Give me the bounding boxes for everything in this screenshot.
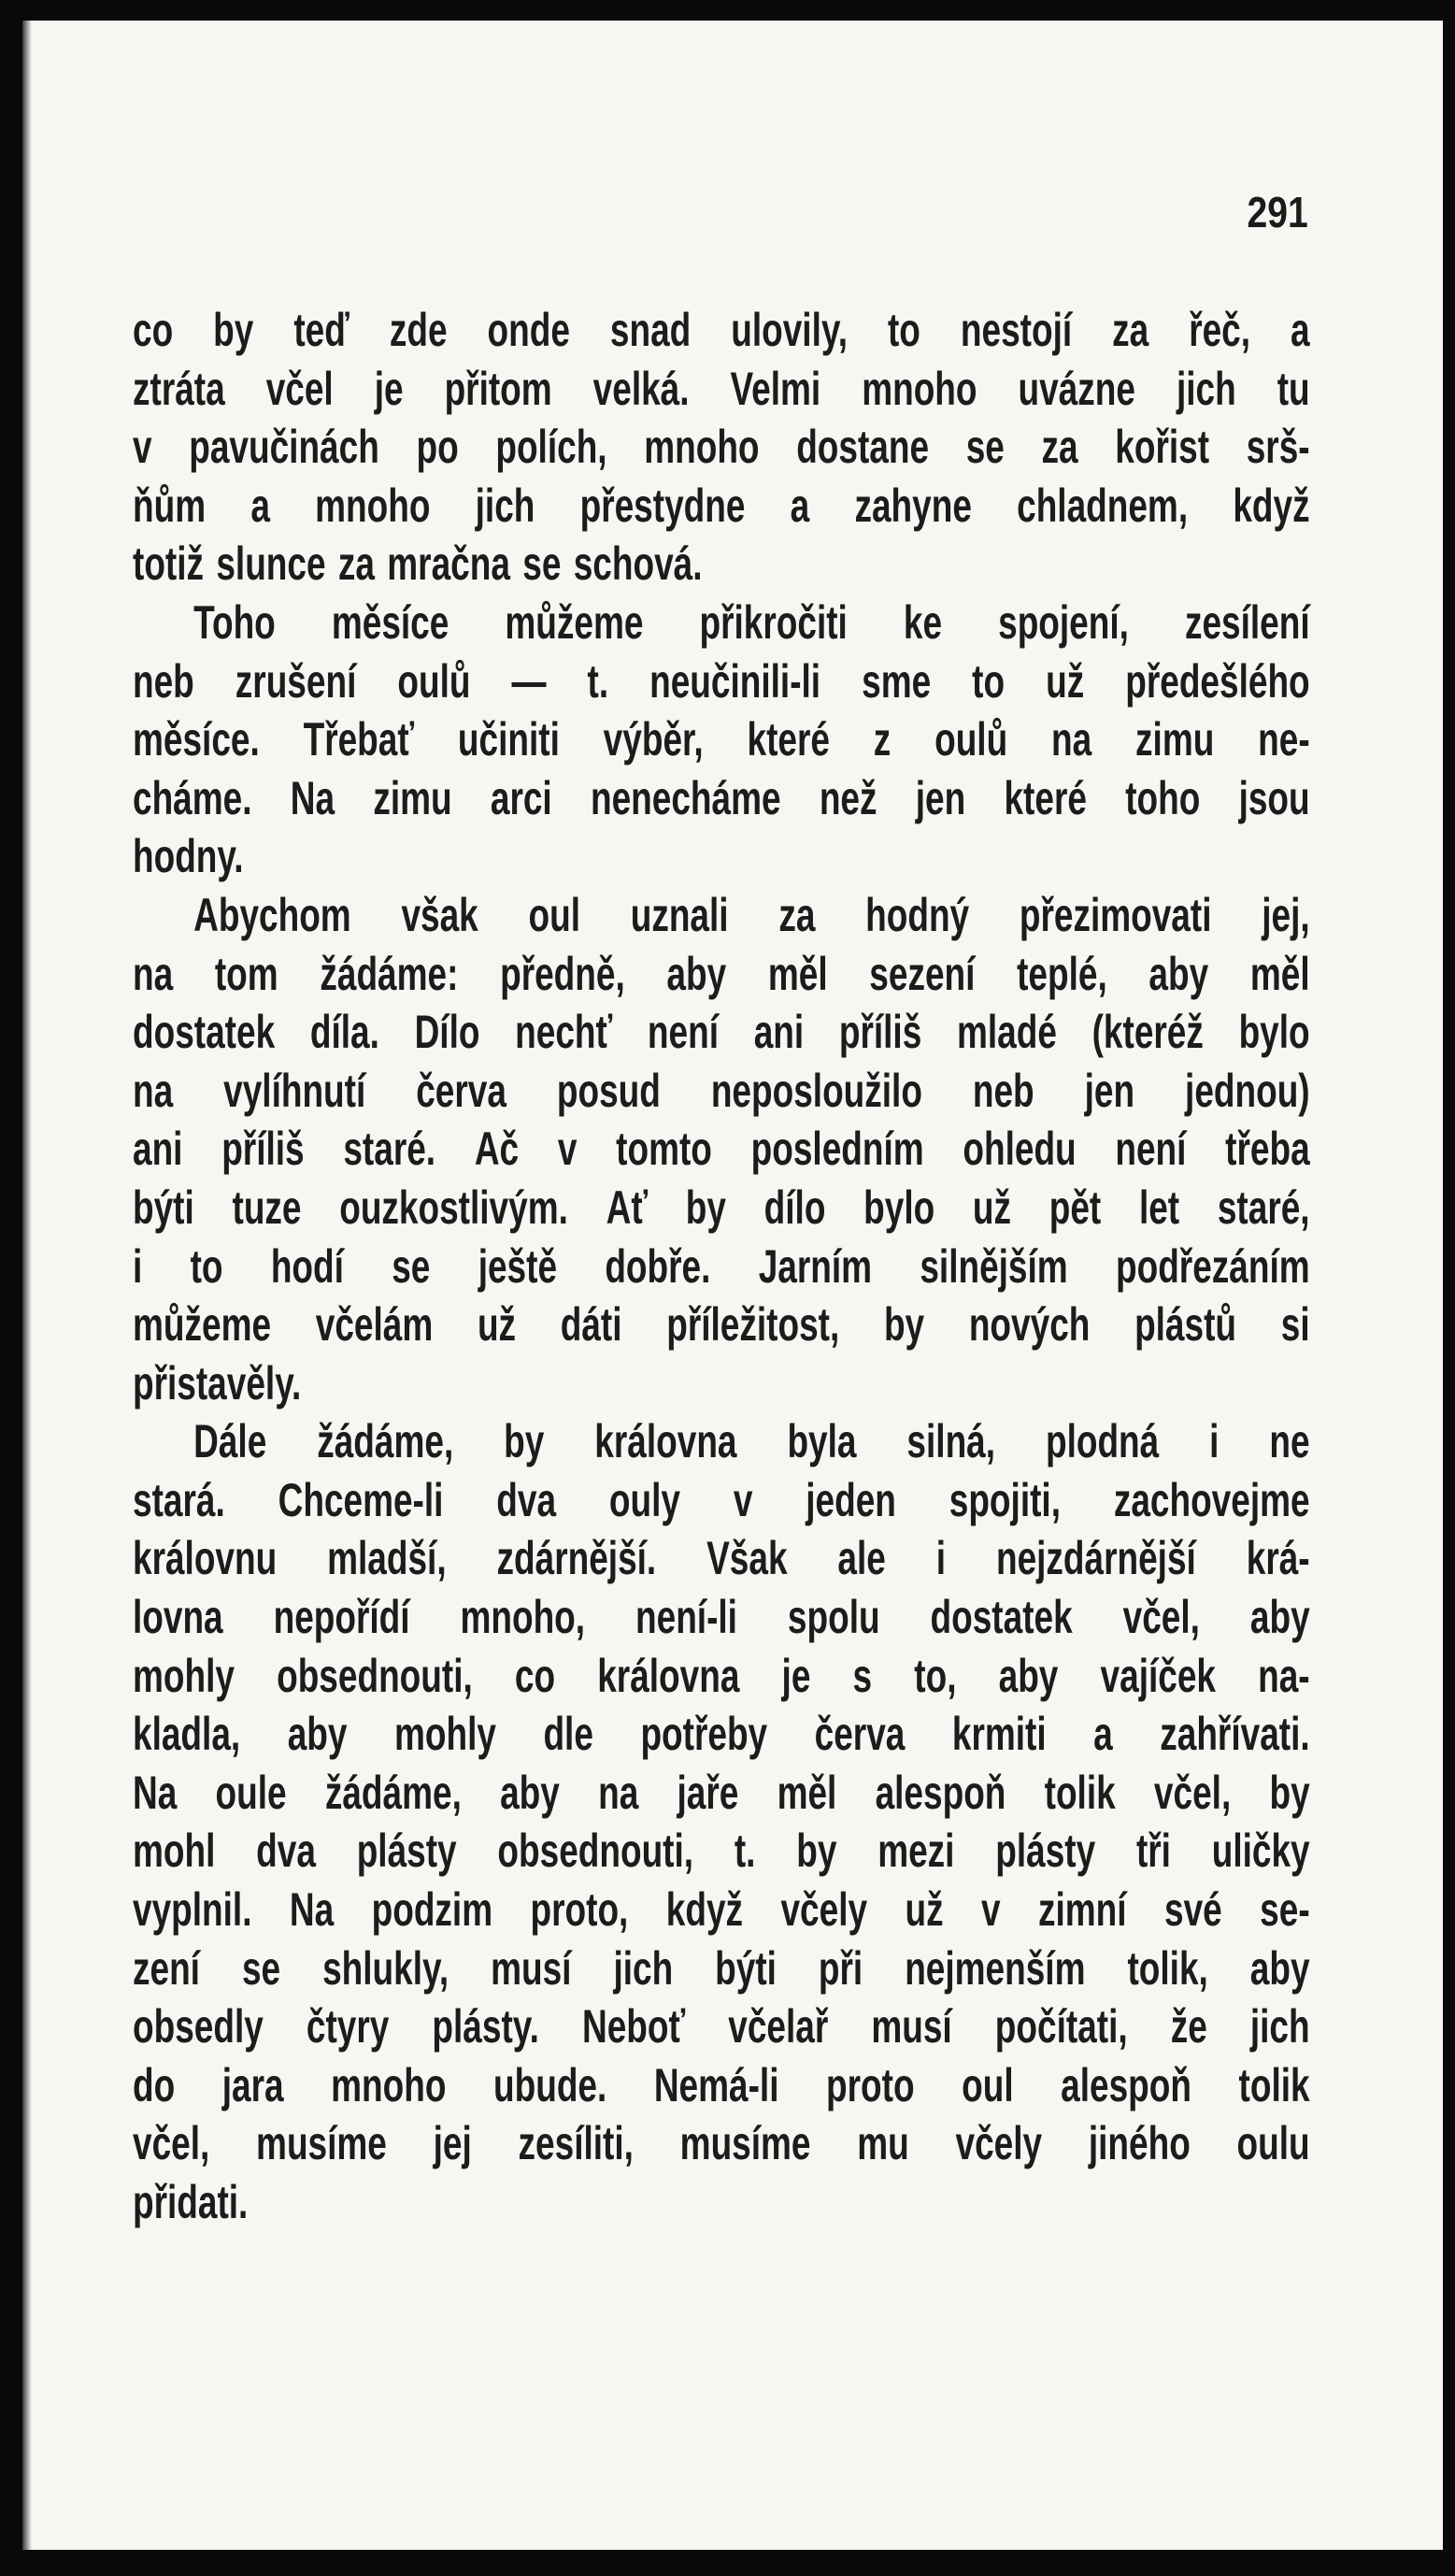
text-line: mohl dva plásty obsednouti, t. by mezi plásty tři uličky [133, 1825, 1310, 1878]
text-line: neb zrušení oulů — t. neučinili-li sme to už předešlého [133, 654, 1310, 708]
text-line: dostatek díla. Dílo nechť není ani příliš mladé (kteréž bylo [133, 1006, 1310, 1059]
body-text [133, 301, 1310, 2232]
page-binding-shadow [22, 21, 32, 2550]
text-line: Na oule žádáme, aby na jaře měl alespoň tolik včel, by [133, 1766, 1310, 1819]
text-line: kladla, aby mohly dle potřeby červa krmiti a zahřívati. [133, 1708, 1310, 1761]
text-line: zení se shlukly, musí jich býti při nejmenším tolik, aby [133, 1941, 1310, 1995]
text-line: totiž slunce za mračna se schová. [133, 537, 703, 591]
text-line: ztráta včel je přitom velká. Velmi mnoho uvázne jich tu [133, 362, 1310, 415]
text-line: včel, musíme jej zesíliti, musíme mu včely jiného oulu [133, 2117, 1310, 2170]
text-line: ani příliš staré. Ač v tomto posledním ohledu není třeba [133, 1123, 1310, 1176]
text-line: přidati. [133, 2176, 249, 2228]
text-line: co by teď zde onde snad ulovily, to nestojí za řeč, a [133, 304, 1310, 356]
text-line: Toho měsíce můžeme přikročiti ke spojení, zesílení [193, 595, 1310, 649]
text-line: můžeme včelám už dáti příležitost, by nových plástů si [133, 1298, 1310, 1352]
text-line: přistavěly. [133, 1356, 302, 1410]
text-line: lovna nepořídí mnoho, není-li spolu dostatek včel, aby [133, 1591, 1310, 1644]
text-line: na tom žádáme: předně, aby měl sezení teplé, aby měl [133, 947, 1310, 1000]
text-line: mohly obsednouti, co královna je s to, aby vajíček na- [133, 1649, 1310, 1702]
text-line: i to hodí se ještě dobře. Jarním silnějším podřezáním [133, 1239, 1310, 1293]
text-line: obsedly čtyry plásty. Neboť včelař musí počítati, že jich [133, 2000, 1310, 2054]
text-line: v pavučinách po polích, mnoho dostane se za kořist srš- [133, 421, 1310, 474]
book-page [22, 21, 1443, 2550]
text-line: Dále žádáme, by královna byla silná, plodná i ne [193, 1415, 1310, 1468]
text-line: vyplnil. Na podzim proto, když včely už v zimní své se- [133, 1883, 1310, 1937]
text-line: stará. Chceme-li dva ouly v jeden spojiti, zachovejme [133, 1473, 1310, 1526]
text-line: býti tuze ouzkostlivým. Ať by dílo bylo už pět let staré, [133, 1181, 1310, 1234]
page-number: 291 [1247, 188, 1308, 236]
text-line: do jara mnoho ubude. Nemá-li proto oul alespoň tolik [133, 2058, 1310, 2111]
text-line: hodny. [133, 830, 244, 883]
text-line: Abychom však oul uznali za hodný přezimovati jej, [193, 888, 1310, 941]
text-line: ňům a mnoho jich přestydne a zahyne chladnem, když [133, 479, 1310, 532]
text-line: na vylíhnutí červa posud neposloužilo neb jen jednou) [133, 1064, 1310, 1117]
text-line: měsíce. Třebať učiniti výběr, které z oulů na zimu ne- [133, 713, 1310, 766]
text-line: cháme. Na zimu arci nenecháme než jen které toho jsou [133, 771, 1310, 824]
text-line: královnu mladší, zdárnější. Však ale i nejzdárnější krá- [133, 1532, 1310, 1585]
